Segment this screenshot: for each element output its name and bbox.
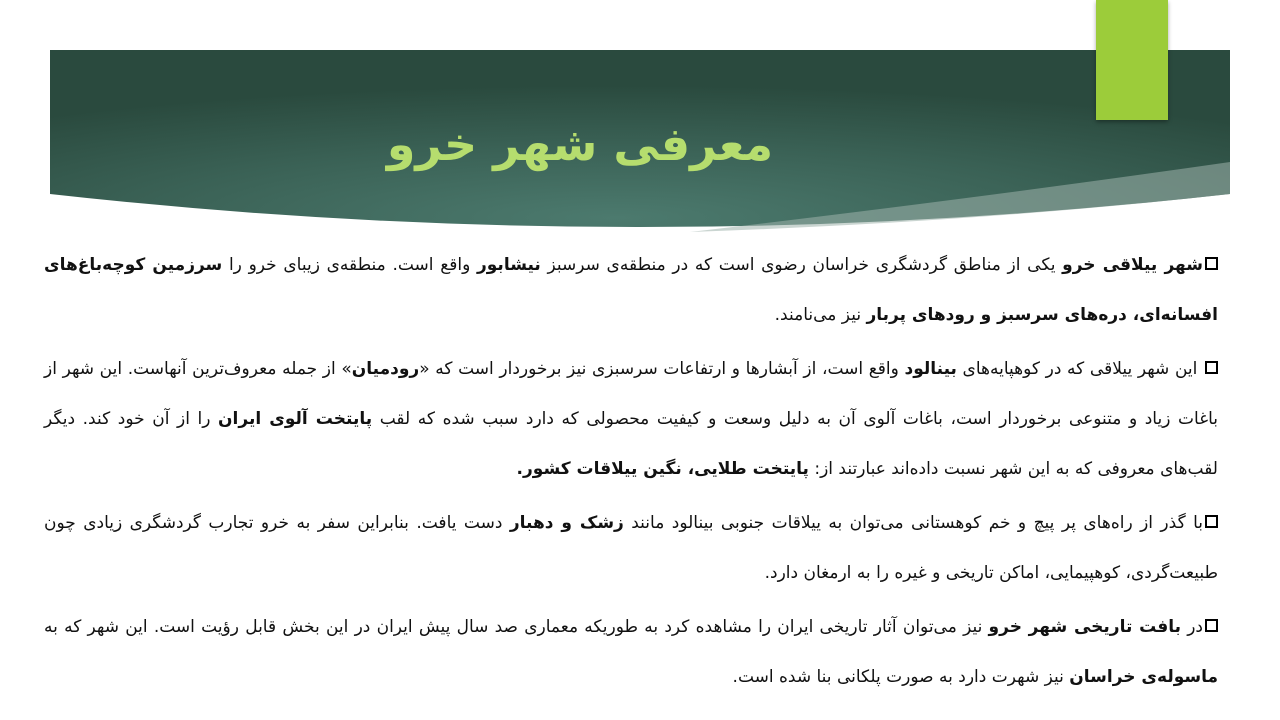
bold-text: رودمیان [351, 359, 420, 379]
square-bullet-icon [1205, 619, 1218, 632]
bold-text: زشک و دهبار [509, 513, 624, 533]
text: واقع است. منطقه‌ی زیبای خرو را [222, 255, 477, 275]
bold-text: نیشابور [476, 255, 541, 275]
text: را از آن خود کند. دیگر لقب‌های معروفی که به این شهر نسبت داده‌اند عبارتند از: [44, 409, 1218, 479]
bold-text: ماسوله‌ی خراسان [1069, 667, 1218, 687]
paragraph-2 [44, 344, 1218, 494]
text: با گذر از راه‌های پر پیچ و خم کوهستانی می‌توان به ییلاقات جنوبی بینالود مانند [623, 513, 1203, 533]
bold-text: سرزمین کوچه‌باغ‌های افسانه‌ای، دره‌های سرسبز و رودهای پربار [44, 255, 1218, 325]
text: دست یافت. بنابراین سفر به خرو تجارب گردشگری زیادی چون طبیعت‌گردی، کوهپیمایی، اماکن تاریخی و غیره را به ارمغان دارد. [44, 513, 1218, 583]
bold-text: بینالود [904, 359, 957, 379]
paragraph-4 [44, 602, 1218, 702]
paragraph-1 [44, 240, 1218, 340]
bold-text: شهر ییلاقی خرو [1062, 255, 1203, 275]
slide-title: معرفی شهر خرو [386, 117, 774, 171]
square-bullet-icon [1205, 361, 1218, 374]
text: نیز شهرت دارد به صورت پلکانی بنا شده است. [732, 667, 1070, 687]
accent-tab [1096, 0, 1168, 120]
square-bullet-icon [1205, 257, 1218, 270]
text: در [1180, 617, 1203, 637]
square-bullet-icon [1205, 515, 1218, 528]
text: واقع است، از آبشارها و ارتفاعات سرسبزی نیز برخوردار است که « [419, 359, 905, 379]
bold-text: پایتخت آلوی ایران [218, 409, 373, 429]
bold-text: بافت تاریخی شهر خرو [988, 617, 1181, 637]
text: نیز می‌توان آثار تاریخی ایران را مشاهده کرد به طوریکه معماری صد سال پیش ایران در این بخش قابل رؤیت است. این شهر که به [44, 617, 989, 637]
text: یکی از مناطق گردشگری خراسان رضوی است که در منطقه‌ی سرسبز [540, 255, 1063, 275]
bold-text: پایتخت طلایی، نگین ییلاقات کشور. [516, 459, 809, 479]
text: نیز می‌نامند. [774, 305, 867, 325]
content-body [44, 240, 1218, 702]
text: این شهر ییلاقی که در کوهپایه‌های [956, 359, 1203, 379]
text: » از جمله معروف‌ترین آنهاست. این شهر از باغات زیاد و متنوعی برخوردار است، باغات آلوی آن به دلیل وسعت و کیفیت محصولی که دارد سبب شده که لقب [44, 359, 1218, 429]
paragraph-3 [44, 498, 1218, 598]
